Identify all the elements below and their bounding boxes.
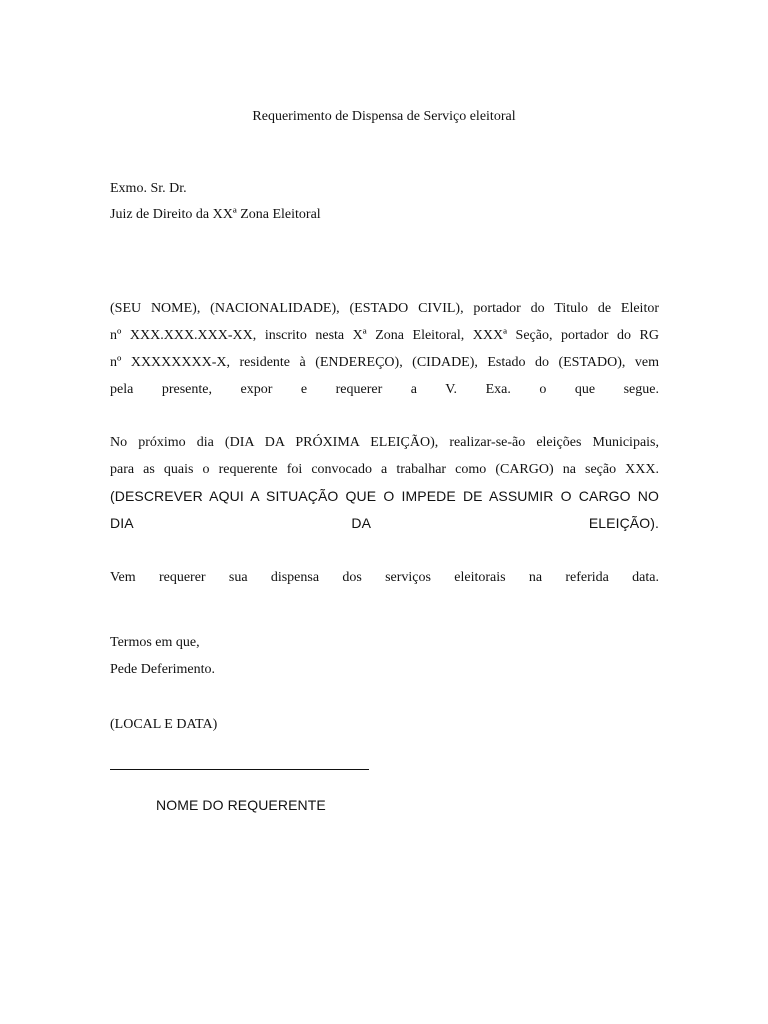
signature-line [110,769,369,770]
paragraph-line: pela presente, expor e requerer a V. Exa. o que segue. [110,382,659,397]
situation-paragraph [110,429,659,537]
identification-paragraph [110,295,659,403]
paragraph-line: DIA DA ELEIÇÃO). [110,515,659,531]
paragraph-line: (SEU NOME), (NACIONALIDADE), (ESTADO CIVIL), portador do Titulo de Eleitor [110,301,659,316]
addressee-block [110,176,659,228]
addressee-line: Exmo. Sr. Dr. [110,181,187,196]
closing-block [110,629,659,683]
paragraph-line: nº XXX.XXX.XXX-XX, inscrito nesta Xª Zona Eleitoral, XXXª Seção, portador do RG [110,328,659,343]
signature-name: NOME DO REQUERENTE [156,797,326,813]
document-title: Requerimento de Dispensa de Serviço eleitoral [252,109,516,124]
paragraph-line: No próximo dia (DIA DA PRÓXIMA ELEIÇÃO), realizar-se-ão eleições Municipais, [110,435,659,450]
paragraph-line: Vem requerer sua dispensa dos serviços eleitorais na referida data. [110,570,659,585]
paragraph-line: nº XXXXXXXX-X, residente à (ENDEREÇO), (CIDADE), Estado do (ESTADO), vem [110,355,659,370]
closing-line: Termos em que, [110,635,200,650]
paragraph-line: (DESCREVER AQUI A SITUAÇÃO QUE O IMPEDE DE ASSUMIR O CARGO NO [110,488,659,504]
local-date [110,711,659,738]
addressee-line: Juiz de Direito da XXª Zona Eleitoral [110,207,321,222]
local-date-text: (LOCAL E DATA) [110,717,218,732]
paragraph-line: para as quais o requerente foi convocado a trabalhar como (CARGO) na seção XXX. [110,462,659,477]
closing-line: Pede Deferimento. [110,662,215,677]
request-paragraph [110,564,659,591]
